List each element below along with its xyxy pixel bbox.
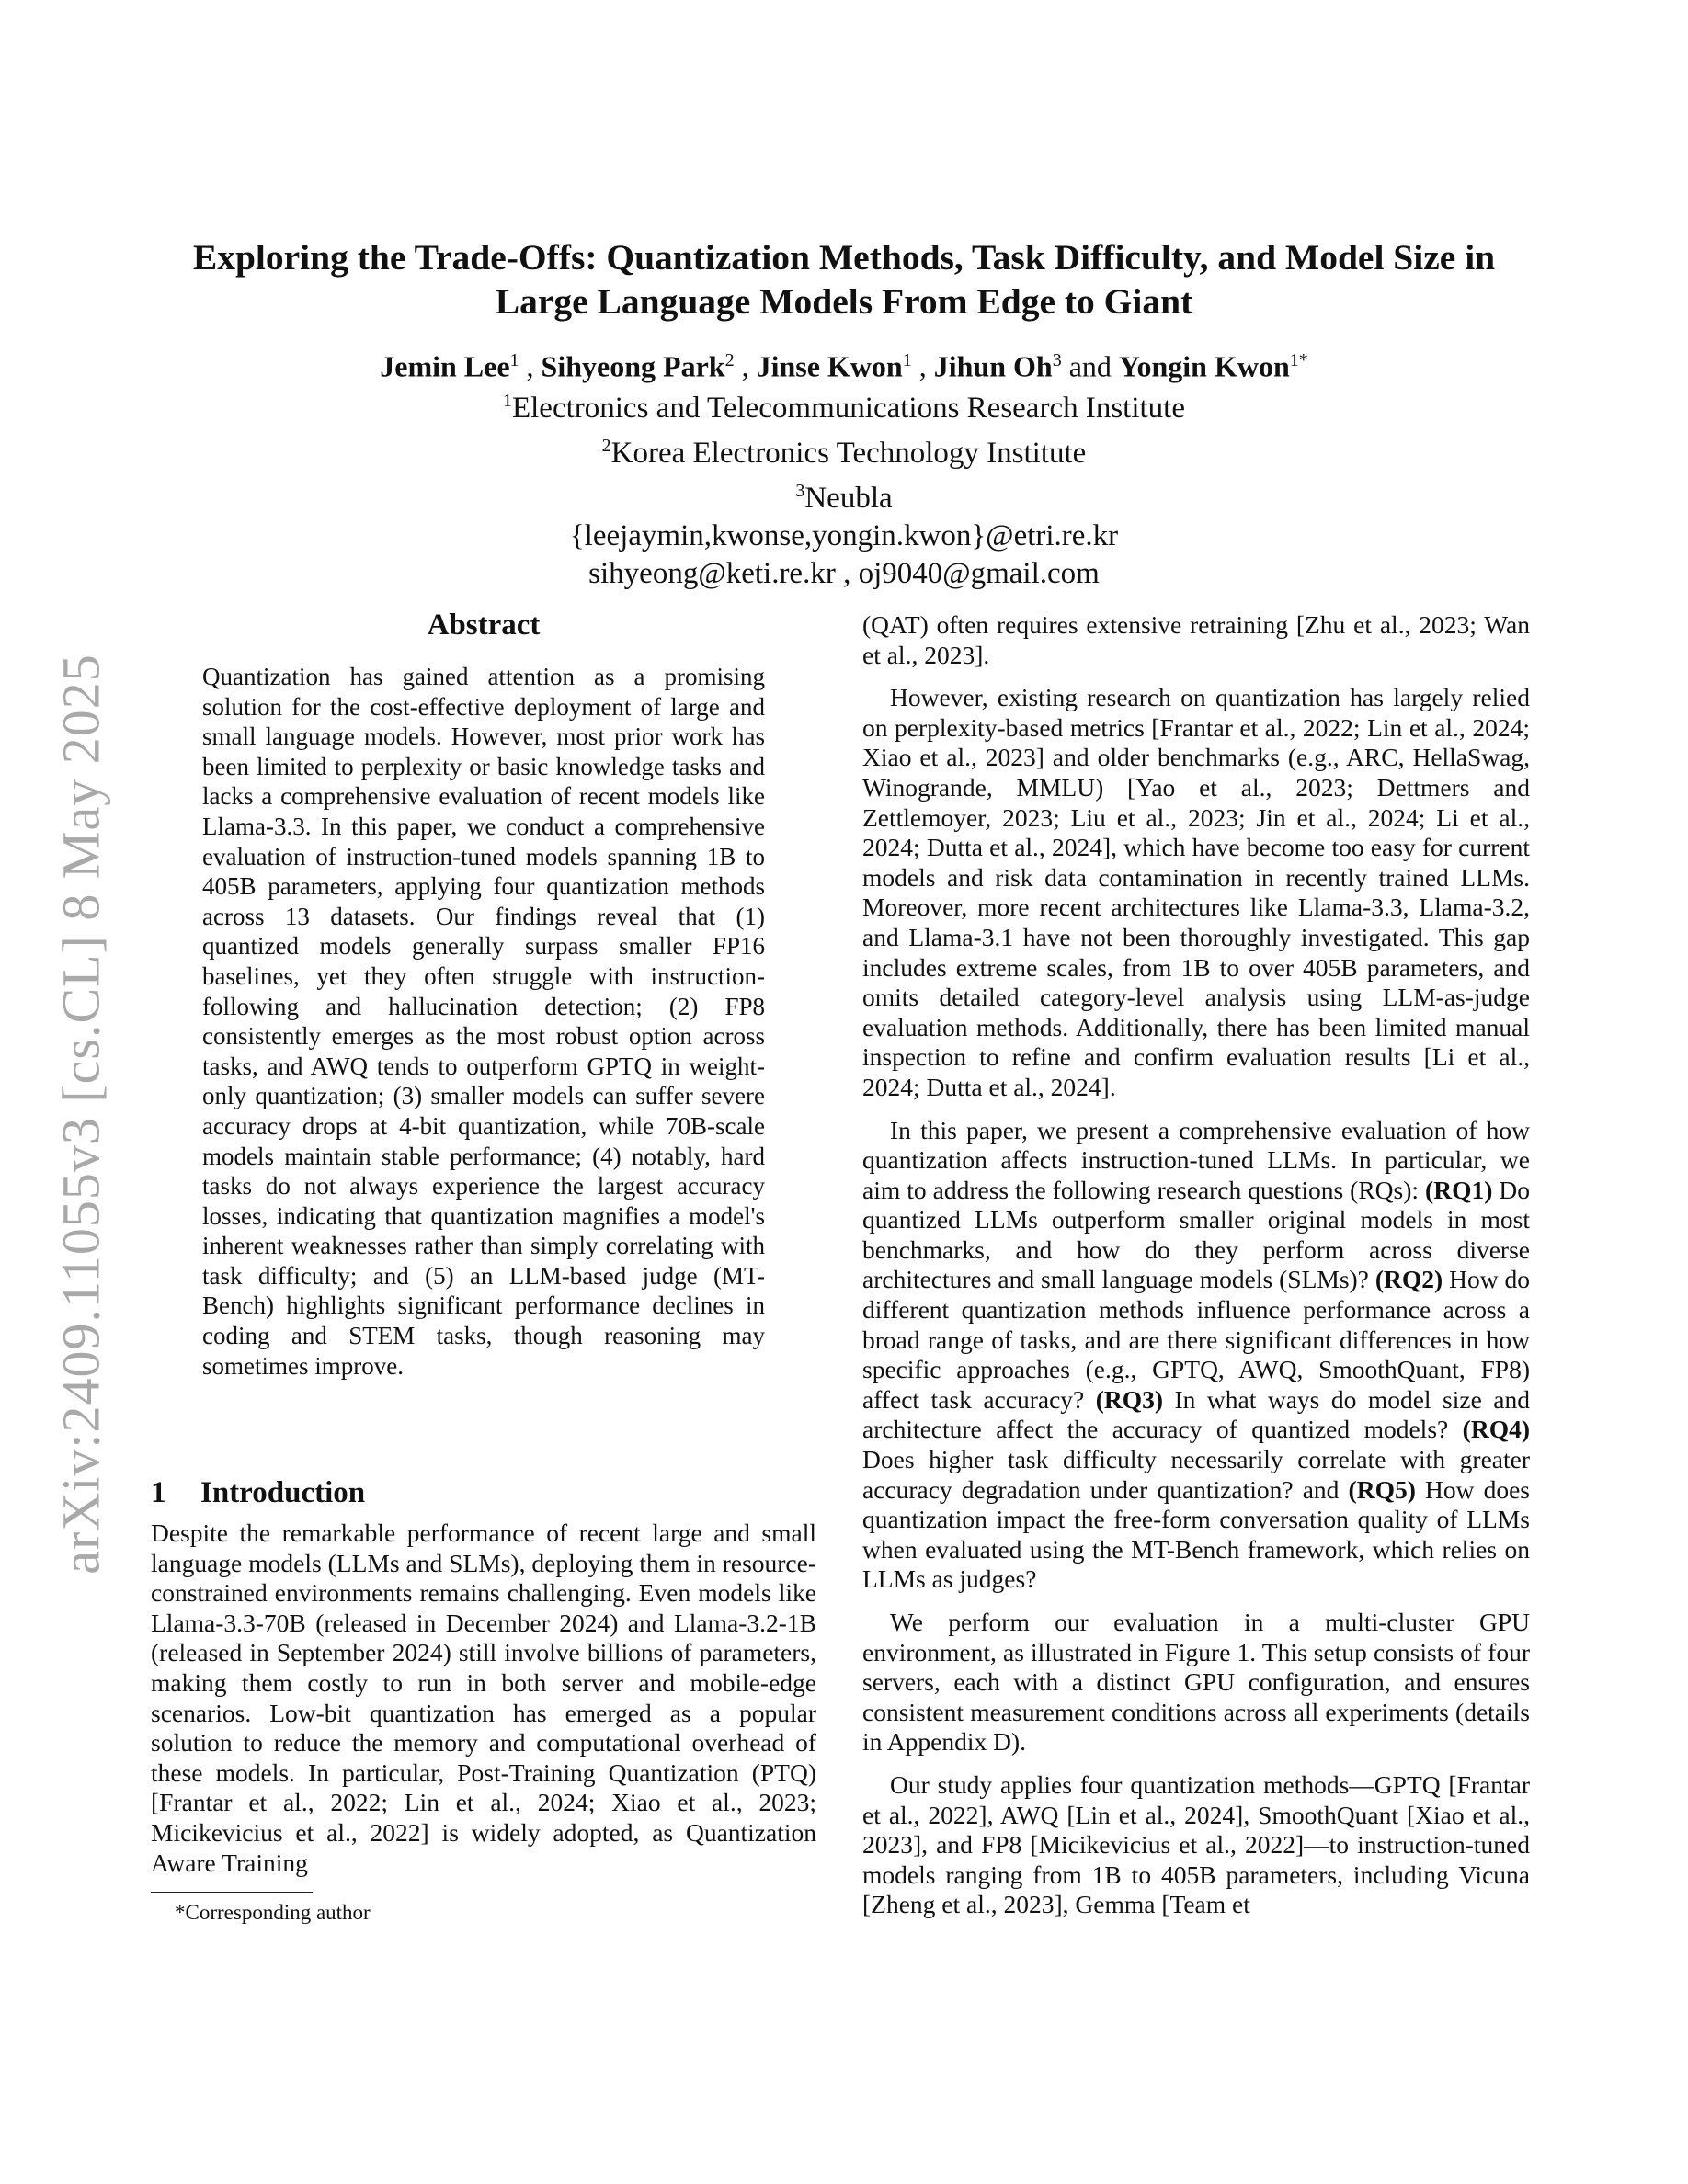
rq-text: Do quantized LLMs outperform smaller original models in most benchmarks, and how do they perform across diverse architectures and small language models (SLMs)?	[862, 1175, 1530, 1294]
rq-label: (RQ5)	[1348, 1474, 1416, 1504]
rq-label: (RQ2)	[1374, 1265, 1443, 1294]
author-separator: ,	[911, 349, 934, 383]
affiliation-name: Korea Electronics Technology Institute	[610, 437, 1087, 470]
author-separator: ,	[734, 349, 757, 383]
research-questions-paragraph	[862, 1116, 1530, 1596]
rq-label: (RQ3)	[1095, 1384, 1164, 1414]
author-separator: ,	[519, 349, 542, 383]
paragraph: Our study applies four quantization methods—GPTQ [Frantar et al., 2022], AWQ [Lin et al., 2024], SmoothQuant [Xiao et al., 2023], and FP8 [Micikevicius et al., 2022]—to instruction-tuned models ranging from 1B to 405B parameters, including Vicuna [Zheng et al., 2023], Gemma [Team et	[862, 1769, 1530, 1919]
rq-text: How do different quantization methods influence performance across a broad range of tasks, and are there significant differences in how specific approaches (e.g., GPTQ, AWQ, SmoothQuant, FP8) affect task accuracy?	[862, 1265, 1530, 1414]
author-list	[129, 342, 1559, 385]
section-number: 1	[151, 1476, 166, 1509]
rq-label: (RQ1)	[1425, 1175, 1493, 1204]
affiliation-mark: 2	[601, 436, 611, 456]
paragraph: We perform our evaluation in a multi-cluster GPU environment, as illustrated in Figure 1. This setup consists of four servers, each with a distinct GPU configuration, and ensures consistent measurement conditions across all experiments (details in Appendix D).	[862, 1608, 1530, 1757]
email-line: sihyeong@keti.re.kr , oj9040@gmail.com	[588, 557, 1100, 590]
paragraph: (QAT) often requires extensive retraining [Zhu et al., 2023; Wan et al., 2023].	[862, 610, 1530, 669]
author-name: Yongin Kwon	[1118, 349, 1290, 383]
author-affiliation-mark: 3	[1052, 350, 1062, 370]
footnote: *Corresponding author	[175, 1901, 371, 1924]
author-name: Jihun Oh	[933, 349, 1053, 383]
affiliation-line	[129, 472, 1559, 518]
affiliation-block	[129, 382, 1559, 593]
intro-paragraph: Despite the remarkable performance of recent large and small language models (LLMs and SLMs), deploying them in resource-constrained environments remains challenging. Even models like Llama-3.3-70B (released in December 2024) and Llama-3.2-1B (released in September 2024) still involve billions of parameters, making them costly to run in both server and mobile-edge scenarios. Low-bit quantization has emerged as a popular solution to reduce the memory and computational overhead of these models. In particular, Post-Training Quantization (PTQ) [Frantar et al., 2022; Lin et al., 2024; Xiao et al., 2023; Micikevicius et al., 2022] is widely adopted, as Quantization Aware Training	[151, 1519, 816, 1877]
author-affiliation-mark: 2	[724, 350, 735, 370]
author-and: and	[1061, 349, 1119, 383]
author-affiliation-mark: 1	[509, 350, 519, 370]
right-column	[862, 610, 1530, 1933]
title-line-1: Exploring the Trade-Offs: Quantization Methods, Task Difficulty, and Model Size in	[192, 237, 1496, 278]
affiliation-line	[129, 427, 1559, 472]
affiliation-line	[129, 382, 1559, 427]
abstract-heading: Abstract	[427, 609, 541, 642]
section-title: Introduction	[200, 1476, 366, 1509]
paragraph-lead: In this paper, we present a comprehensive evaluation of how quantization affects instruction-tuned LLMs. In particular, we aim to address the following research questions (RQs):	[862, 1115, 1530, 1204]
author-name: Sihyeong Park	[541, 349, 725, 383]
left-column	[151, 607, 816, 1381]
section-heading-introduction	[151, 1474, 365, 1511]
affiliation-name: Neubla	[804, 482, 893, 515]
affiliation-mark: 1	[502, 391, 512, 411]
author-affiliation-mark: 1	[902, 350, 912, 370]
affiliation-mark: 3	[795, 481, 805, 501]
title-line-2: Large Language Models From Edge to Giant	[495, 281, 1193, 322]
arxiv-identifier: arXiv:2409.11055v3 [cs.CL] 8 May 2025	[51, 654, 111, 1575]
paper-title	[129, 235, 1559, 324]
rq-text: In what ways do model size and architecture affect the accuracy of quantized models?	[862, 1384, 1530, 1444]
author-affiliation-mark: 1*	[1289, 350, 1308, 370]
rq-text: Does higher task difficulty necessarily correlate with greater accuracy degradation under quantization? and	[862, 1445, 1530, 1504]
rq-text: How does quantization impact the free-form conversation quality of LLMs when evaluated using the MT-Bench framework, which relies on LLMs as judges?	[862, 1474, 1530, 1594]
author-name: Jemin Lee	[380, 349, 510, 383]
footnote-divider	[151, 1892, 313, 1893]
affiliation-name: Electronics and Telecommunications Research Institute	[511, 392, 1185, 425]
abstract-text: Quantization has gained attention as a promising solution for the cost-effective deployment of large and small language models. However, most prior work has been limited to perplexity or basic knowledge tasks and lacks a comprehensive evaluation of recent models like Llama-3.3. In this paper, we conduct a comprehensive evaluation of instruction-tuned models spanning 1B to 405B parameters, applying four quantization methods across 13 datasets. Our findings reveal that (1) quantized models generally surpass smaller FP16 baselines, yet they often struggle with instruction-following and hallucination detection; (2) FP8 consistently emerges as the most robust option across tasks, and AWQ tends to outperform GPTQ in weight-only quantization; (3) smaller models can suffer severe accuracy drops at 4-bit quantization, while 70B-scale models maintain stable performance; (4) notably, hard tasks do not always experience the largest accuracy losses, indicating that quantization magnifies a model's inherent weaknesses rather than simply correlating with task difficulty; and (5) an LLM-based judge (MT-Bench) highlights significant performance declines in coding and STEM tasks, though reasoning may sometimes improve.	[202, 663, 765, 1380]
rq-label: (RQ4)	[1462, 1415, 1530, 1444]
author-name: Jinse Kwon	[756, 349, 903, 383]
email-line: {leejaymin,kwonse,yongin.kwon}@etri.re.kr	[569, 519, 1119, 552]
paragraph: However, existing research on quantization has largely relied on perplexity-based metrics [Frantar et al., 2022; Lin et al., 2024; Xiao et al., 2023] and older benchmarks (e.g., ARC, HellaSwag, Winogrande, MMLU) [Yao et al., 2023; Dettmers and Zettlemoyer, 2023; Liu et al., 2023; Jin et al., 2024; Li et al., 2024; Dutta et al., 2024], which have become too easy for current models and risk data contamination in recently trained LLMs. Moreover, more recent architectures like Llama-3.3, Llama-3.2, and Llama-3.1 have not been thoroughly investigated. This gap includes extreme scales, from 1B to over 405B parameters, and omits detailed category-level analysis using LLM-as-judge evaluation methods. Additionally, there has been limited manual inspection to refine and confirm evaluation results [Li et al., 2024; Dutta et al., 2024].	[862, 683, 1530, 1101]
